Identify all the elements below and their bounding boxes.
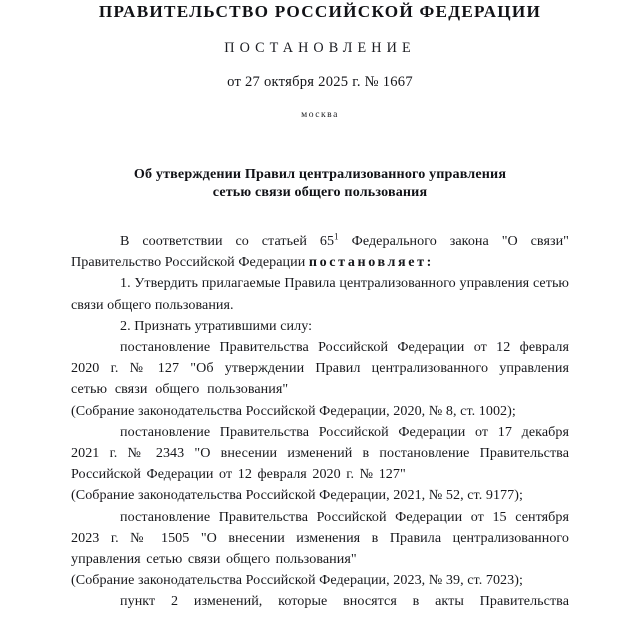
item-2-paragraph: 2. Признать утратившими силу: (120, 317, 313, 334)
subject-line-1: Об утверждении Правил централизованного управления (133, 166, 507, 182)
preamble-text-before-article: В соответствии со статьей 65 (120, 233, 335, 249)
repealed-act-citation: (Собрание законодательства Российской Федерации, 2021, № 52, ст. 9177); (71, 487, 523, 504)
repealed-act-text: постановление Правительства Российской Федерации от 12 февраля 2020 г. № 127 "Об утверждении Правил централизованного управления сетью связи общего пользования" (71, 339, 569, 398)
repealed-act-text: постановление Правительства Российской Федерации от 17 декабря 2021 г. № 2343 "О внесении изменений в постановление Правительства Российской Федерации от 12 февраля 2020 г. № 127" (71, 423, 569, 483)
document-type-heading: ПОСТАНОВЛЕНИЕ (224, 40, 416, 56)
repealed-act-citation: (Собрание законодательства Российской Федерации, 2020, № 8, ст. 1002); (71, 402, 516, 419)
government-title: ПРАВИТЕЛЬСТВО РОССИЙСКОЙ ФЕДЕРАЦИИ (98, 2, 542, 21)
preamble-text-after-article: Федерального закона "О связи" Правительство Российской Федерации (71, 233, 569, 271)
preamble-paragraph (71, 231, 569, 273)
decrees-keyword: постановляет: (308, 254, 434, 271)
document-header (71, 0, 569, 121)
document-city: москва (301, 109, 339, 120)
item-1-paragraph: 1. Утвердить прилагаемые Правила централизованного управления сетью связи общего пользования. (71, 275, 569, 313)
article-superscript: 1 (334, 232, 339, 243)
repealed-act-text: постановление Правительства Российской Федерации от 15 сентября 2023 г. № 1505 "О внесении изменения в Правила централизованного управления сетью связи общего пользования" (71, 508, 569, 568)
repealed-act-citation: (Собрание законодательства Российской Федерации, 2023, № 39, ст. 7023); (71, 572, 523, 589)
item-last-partial-paragraph: пункт 2 изменений, которые вносятся в акты Правительства (120, 593, 569, 610)
document-date-number: от 27 октября 2025 г. № 1667 (227, 74, 413, 90)
document-body (71, 231, 569, 634)
subject-line-2: сетью связи общего пользования (212, 183, 428, 200)
document-subject-title (71, 166, 569, 201)
